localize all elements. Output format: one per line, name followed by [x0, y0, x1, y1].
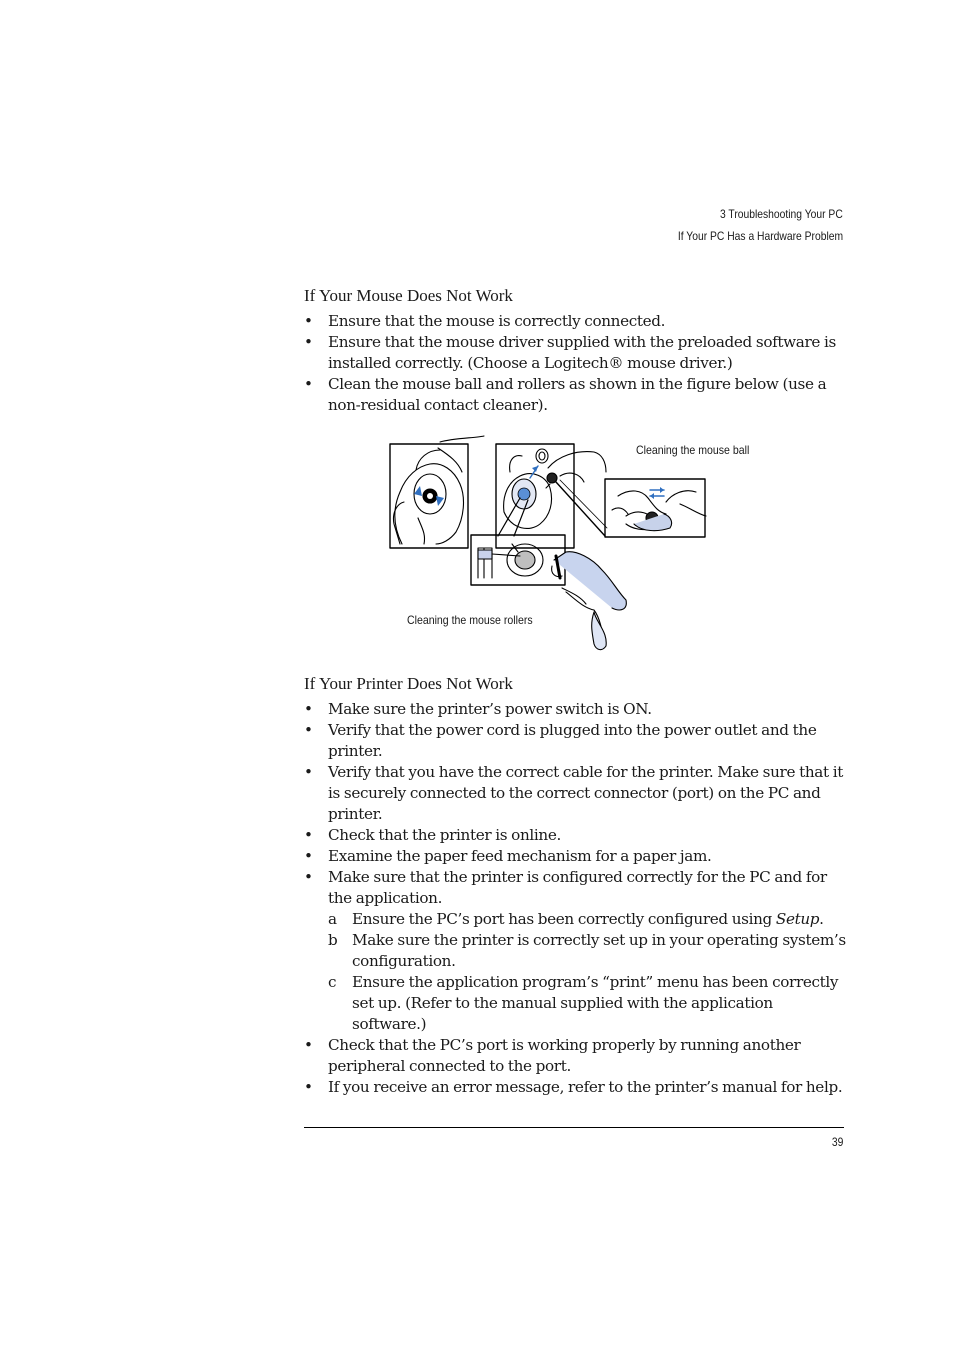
sublist-letter: a [328, 910, 337, 928]
clean-rollers-illustration [471, 535, 565, 585]
setup-emphasis: Setup [775, 910, 820, 928]
hand-with-cloth-illustration [552, 552, 627, 650]
list-item: • Make sure the printer’s power switch is ON. [304, 699, 849, 720]
sublist-text: Ensure the PC’s port has been correctly configured using [352, 910, 776, 928]
remove-ring-illustration [390, 436, 484, 548]
list-item: • Examine the paper feed mechanism for a paper jam. [304, 846, 849, 867]
sublist-item [328, 930, 849, 972]
list-item: • Clean the mouse ball and rollers as shown in the figure below (use a non-residual contact cleaner). [304, 374, 849, 416]
list-item: • Ensure that the mouse driver supplied with the preloaded software is installed correctly. (Choose a Logitech® mouse driver.) [304, 332, 849, 374]
sublist-text: Make sure the printer is correctly set up in your operating system’s configuration. [352, 931, 846, 970]
clean-ball-illustration [605, 479, 706, 537]
sublist-text: . [819, 910, 824, 928]
list-item: • Verify that you have the correct cable for the printer. Make sure that it is securely connected to the correct connector (port) on the PC and printer. [304, 762, 849, 825]
list-item: • Check that the printer is online. [304, 825, 849, 846]
printer-troubleshooting-list [304, 699, 849, 1098]
footer-rule [304, 1127, 844, 1128]
running-header-chapter: 3 Troubleshooting Your PC [720, 207, 843, 221]
configuration-sublist [328, 909, 849, 1035]
sublist-letter: c [328, 973, 337, 991]
sublist-item [328, 972, 849, 1035]
list-item: • Ensure that the mouse is correctly connected. [304, 311, 849, 332]
page-number: 39 [831, 1135, 843, 1149]
figure-caption-ball: Cleaning the mouse ball [636, 443, 750, 457]
mouse-section-heading: If Your Mouse Does Not Work [304, 286, 513, 305]
list-item-text: Make sure that the printer is configured correctly for the PC and for the application. [328, 868, 827, 907]
list-item: • If you receive an error message, refer to the printer’s manual for help. [304, 1077, 849, 1098]
printer-section-heading: If Your Printer Does Not Work [304, 674, 513, 693]
sublist-item [328, 909, 849, 930]
list-item: • Verify that the power cord is plugged into the power outlet and the printer. [304, 720, 849, 762]
remove-ball-illustration [496, 444, 606, 548]
list-item: • Check that the PC’s port is working properly by running another peripheral connected to the port. [304, 1035, 849, 1077]
running-header-section: If Your PC Has a Hardware Problem [677, 229, 843, 243]
sublist-letter: b [328, 931, 338, 949]
mouse-troubleshooting-list [304, 311, 849, 416]
sublist-text: Ensure the application program’s “print” menu has been correctly set up. (Refer to the manual supplied with the application software.) [352, 973, 839, 1033]
list-item [304, 867, 849, 1035]
figure-caption-rollers: Cleaning the mouse rollers [407, 613, 533, 627]
